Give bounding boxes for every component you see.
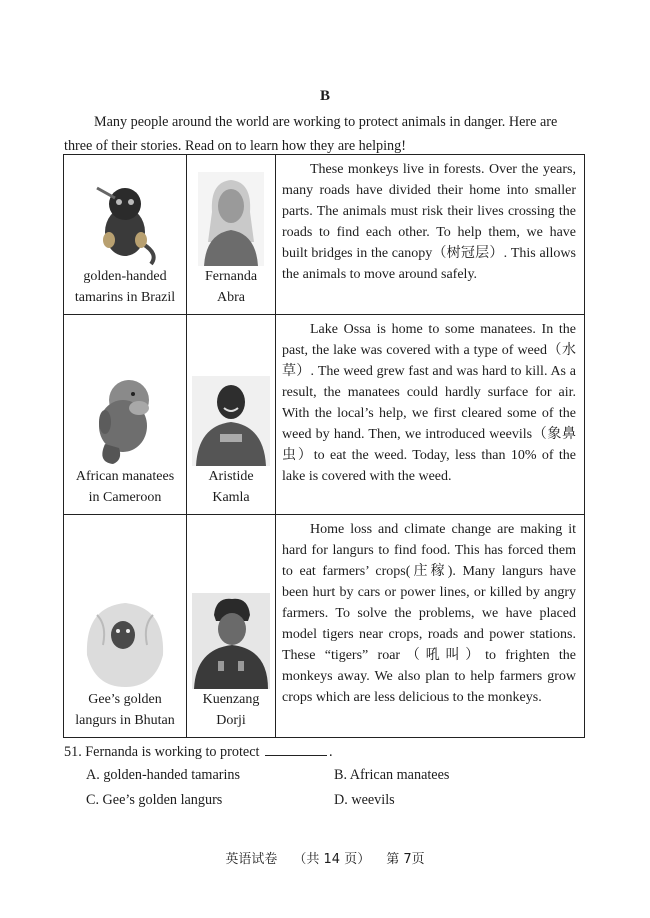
person-caption-line-1: Kuenzang [202,692,260,707]
story-row-tamarins [64,155,585,315]
story-row-manatees [64,315,585,515]
animal-cell [64,515,187,738]
stories-table [63,154,585,738]
answer-blank[interactable] [265,743,327,756]
animal-caption-line-2: langurs in Bhutan [75,713,175,728]
section-letter: B [319,88,330,104]
story-text: Home loss and climate change are making it hard for langurs to find food. This has forced them to eat farmers’ crops(庄稼). Many langurs have been hurt by cars or power lines, or killed by angry farmers. To solve the problems, we have placed model tigers near crops, roads and power stations. These “tigers” roar（吼叫）to frighten the monkeys away. We also plan to help farmers grow crops which are less delicious to the monkeys. [276,515,585,738]
intro-line-1: Many people around the world are working to protect animals in danger. Here are [94,114,558,130]
animal-caption-line-1: Gee’s golden [88,692,162,707]
manatee-photo [83,370,167,466]
question-stem-end: . [328,744,333,760]
option-c[interactable]: C. Gee’s golden langurs [86,792,223,808]
footer-subject: 英语试卷 [225,852,278,867]
person-cell [187,155,276,315]
langur-photo [77,595,173,689]
animal-cell [64,315,187,515]
tamarin-photo [85,174,165,266]
person-caption-line-2: Abra [217,290,245,305]
intro-line-2: three of their stories. Read on to learn how they are helping! [64,138,406,154]
animal-caption-line-2: tamarins in Brazil [74,290,176,305]
aristide-photo [192,376,270,466]
person-caption-line-1: Aristide [208,469,254,484]
option-b[interactable]: B. African manatees [334,767,450,783]
story-row-langurs [64,515,585,738]
fernanda-photo [198,172,264,266]
kuenzang-photo [192,593,270,689]
person-caption-line-2: Dorji [216,713,246,728]
person-caption-line-2: Kamla [212,490,250,505]
story-text: These monkeys live in forests. Over the years, many roads have divided their home into smaller parts. The animals must risk their lives crossing the roads to find each other. To help them, we have built bridges in the canopy（树冠层）. This allows the animals to move around safely. [276,155,585,315]
person-cell [187,515,276,738]
person-caption-line-1: Fernanda [204,269,258,284]
page-footer [0,848,650,867]
animal-caption-line-2: in Cameroon [88,490,162,505]
animal-cell [64,155,187,315]
question-stem: 51. Fernanda is working to protect [64,744,260,760]
animal-caption-line-1: African manatees [75,469,175,484]
footer-page-number: 第 7页 [386,852,425,867]
footer-total-pages: （共 14 页） [293,852,371,867]
option-d[interactable]: D. weevils [334,792,395,808]
option-a[interactable]: A. golden-handed tamarins [86,767,241,783]
person-cell [187,315,276,515]
question-51 [64,743,333,761]
story-text: Lake Ossa is home to some manatees. In the past, the lake was covered with a type of weed（水草）. The weed grew fast and was hard to kill. As a result, the manatees could hardly surface for air. With the local’s help, we first cleared some of the weed by hand. Then, we introduced weevils（象鼻虫）to eat the weed. Today, less than 10% of the lake is covered with the weed. [276,315,585,515]
animal-caption-line-1: golden-handed [83,269,167,284]
